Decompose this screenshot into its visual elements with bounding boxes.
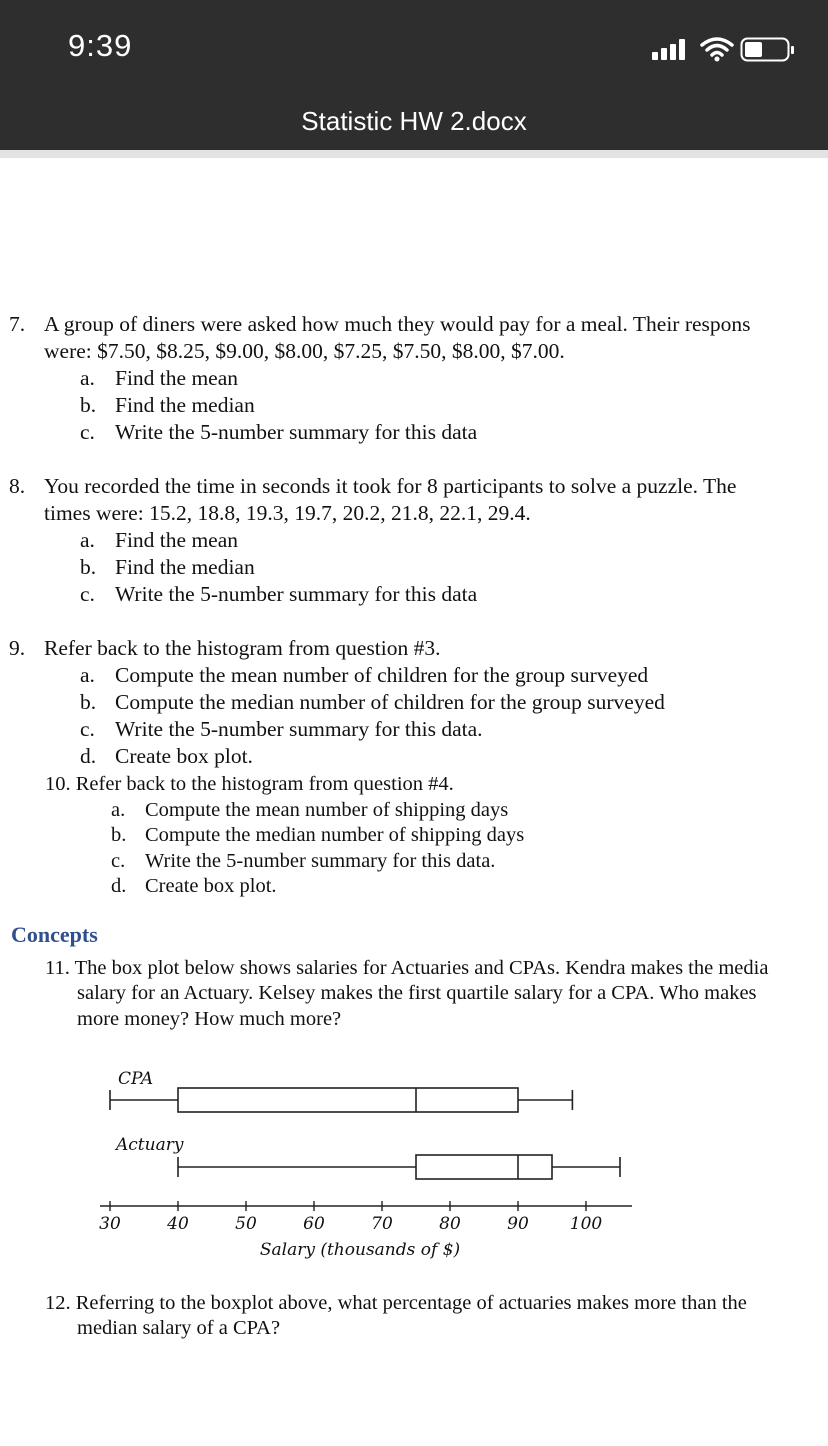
battery-icon	[740, 37, 796, 63]
status-bar	[0, 0, 828, 150]
q11-text-line2: salary for an Actuary. Kelsey makes the first quartile salary for a CPA. Who makes	[77, 982, 757, 1004]
signal-bars-icon	[652, 38, 692, 60]
q9-item-a: Compute the mean number of children for the group surveyed	[115, 663, 649, 687]
q8-item-a-letter: a.	[80, 528, 95, 552]
boxplot-actuary-box	[416, 1155, 552, 1179]
q8-item-c: Write the 5-number summary for this data	[115, 582, 478, 606]
q8-item-c-letter: c.	[80, 582, 95, 606]
q10-item-a-letter: a.	[111, 799, 126, 821]
q8-text-line1: You recorded the time in seconds it took for 8 participants to solve a puzzle. The	[44, 474, 737, 498]
q7-item-a-letter: a.	[80, 366, 95, 390]
q11-text-line3: more money? How much more?	[77, 1008, 342, 1030]
boxplot-label-cpa: CPA	[118, 1069, 154, 1089]
boxplot-tick-label-90: 90	[507, 1214, 529, 1234]
q7-item-b: Find the median	[115, 393, 255, 417]
q12-text-line2: median salary of a CPA?	[77, 1317, 281, 1339]
q10-item-b: Compute the median number of shipping days	[145, 824, 525, 846]
q10-item-b-letter: b.	[111, 824, 127, 846]
q7-item-c: Write the 5-number summary for this data	[115, 420, 478, 444]
q9-number: 9.	[9, 636, 26, 660]
q10-item-a: Compute the mean number of shipping days	[145, 799, 509, 821]
q10-item-c: Write the 5-number summary for this data.	[145, 850, 496, 872]
boxplot-tick-label-60: 60	[303, 1214, 325, 1234]
q8-item-b: Find the median	[115, 555, 255, 579]
q9-text-line1: Refer back to the histogram from question #3.	[44, 636, 441, 660]
q7-number: 7.	[9, 312, 26, 336]
q7-item-b-letter: b.	[80, 393, 97, 417]
boxplot-cpa-box	[178, 1088, 518, 1112]
boxplot-tick-label-80: 80	[439, 1214, 461, 1234]
salary-boxplot	[90, 1058, 650, 1268]
q9-item-d-letter: d.	[80, 744, 97, 768]
boxplot-tick-label-30: 30	[99, 1214, 121, 1234]
q8-text-line2: times were: 15.2, 18.8, 19.3, 19.7, 20.2, 21.8, 22.1, 29.4.	[44, 501, 531, 525]
q12-text-line1: 12. Referring to the boxplot above, what percentage of actuaries makes more than the	[45, 1292, 747, 1314]
document-title: Statistic HW 2.docx	[301, 106, 527, 136]
boxplot-tick-label-50: 50	[235, 1214, 257, 1234]
q7-text-line2: were: $7.50, $8.25, $9.00, $8.00, $7.25, $7.50, $8.00, $7.00.	[44, 339, 565, 363]
status-time: 9:39	[68, 28, 133, 63]
q9-item-b-letter: b.	[80, 690, 97, 714]
boxplot-tick-label-40: 40	[167, 1214, 189, 1234]
header-divider	[0, 150, 828, 158]
q8-item-a: Find the mean	[115, 528, 239, 552]
q10-item-d: Create box plot.	[145, 875, 277, 897]
concepts-heading: Concepts	[11, 922, 98, 947]
boxplot-tick-label-100: 100	[569, 1214, 603, 1234]
q9-item-d: Create box plot.	[115, 744, 253, 768]
q10-text-line1: 10. Refer back to the histogram from question #4.	[45, 773, 454, 795]
wifi-icon	[700, 36, 734, 62]
q9-item-a-letter: a.	[80, 663, 95, 687]
q7-text-line1: A group of diners were asked how much they would pay for a meal. Their respons	[44, 312, 751, 336]
q11-text-line1: 11. The box plot below shows salaries for Actuaries and CPAs. Kendra makes the media	[45, 957, 769, 979]
boxplot-label-actuary: Actuary	[116, 1135, 184, 1155]
q10-item-c-letter: c.	[111, 850, 126, 872]
q7-item-a: Find the mean	[115, 366, 239, 390]
q9-item-b: Compute the median number of children for the group surveyed	[115, 690, 665, 714]
q9-item-c-letter: c.	[80, 717, 95, 741]
boxplot-tick-label-70: 70	[371, 1214, 393, 1234]
q10-item-d-letter: d.	[111, 875, 127, 897]
boxplot-x-axis-label: Salary (thousands of $)	[259, 1240, 461, 1260]
q8-number: 8.	[9, 474, 26, 498]
q8-item-b-letter: b.	[80, 555, 97, 579]
q7-item-c-letter: c.	[80, 420, 95, 444]
q9-item-c: Write the 5-number summary for this data.	[115, 717, 483, 741]
